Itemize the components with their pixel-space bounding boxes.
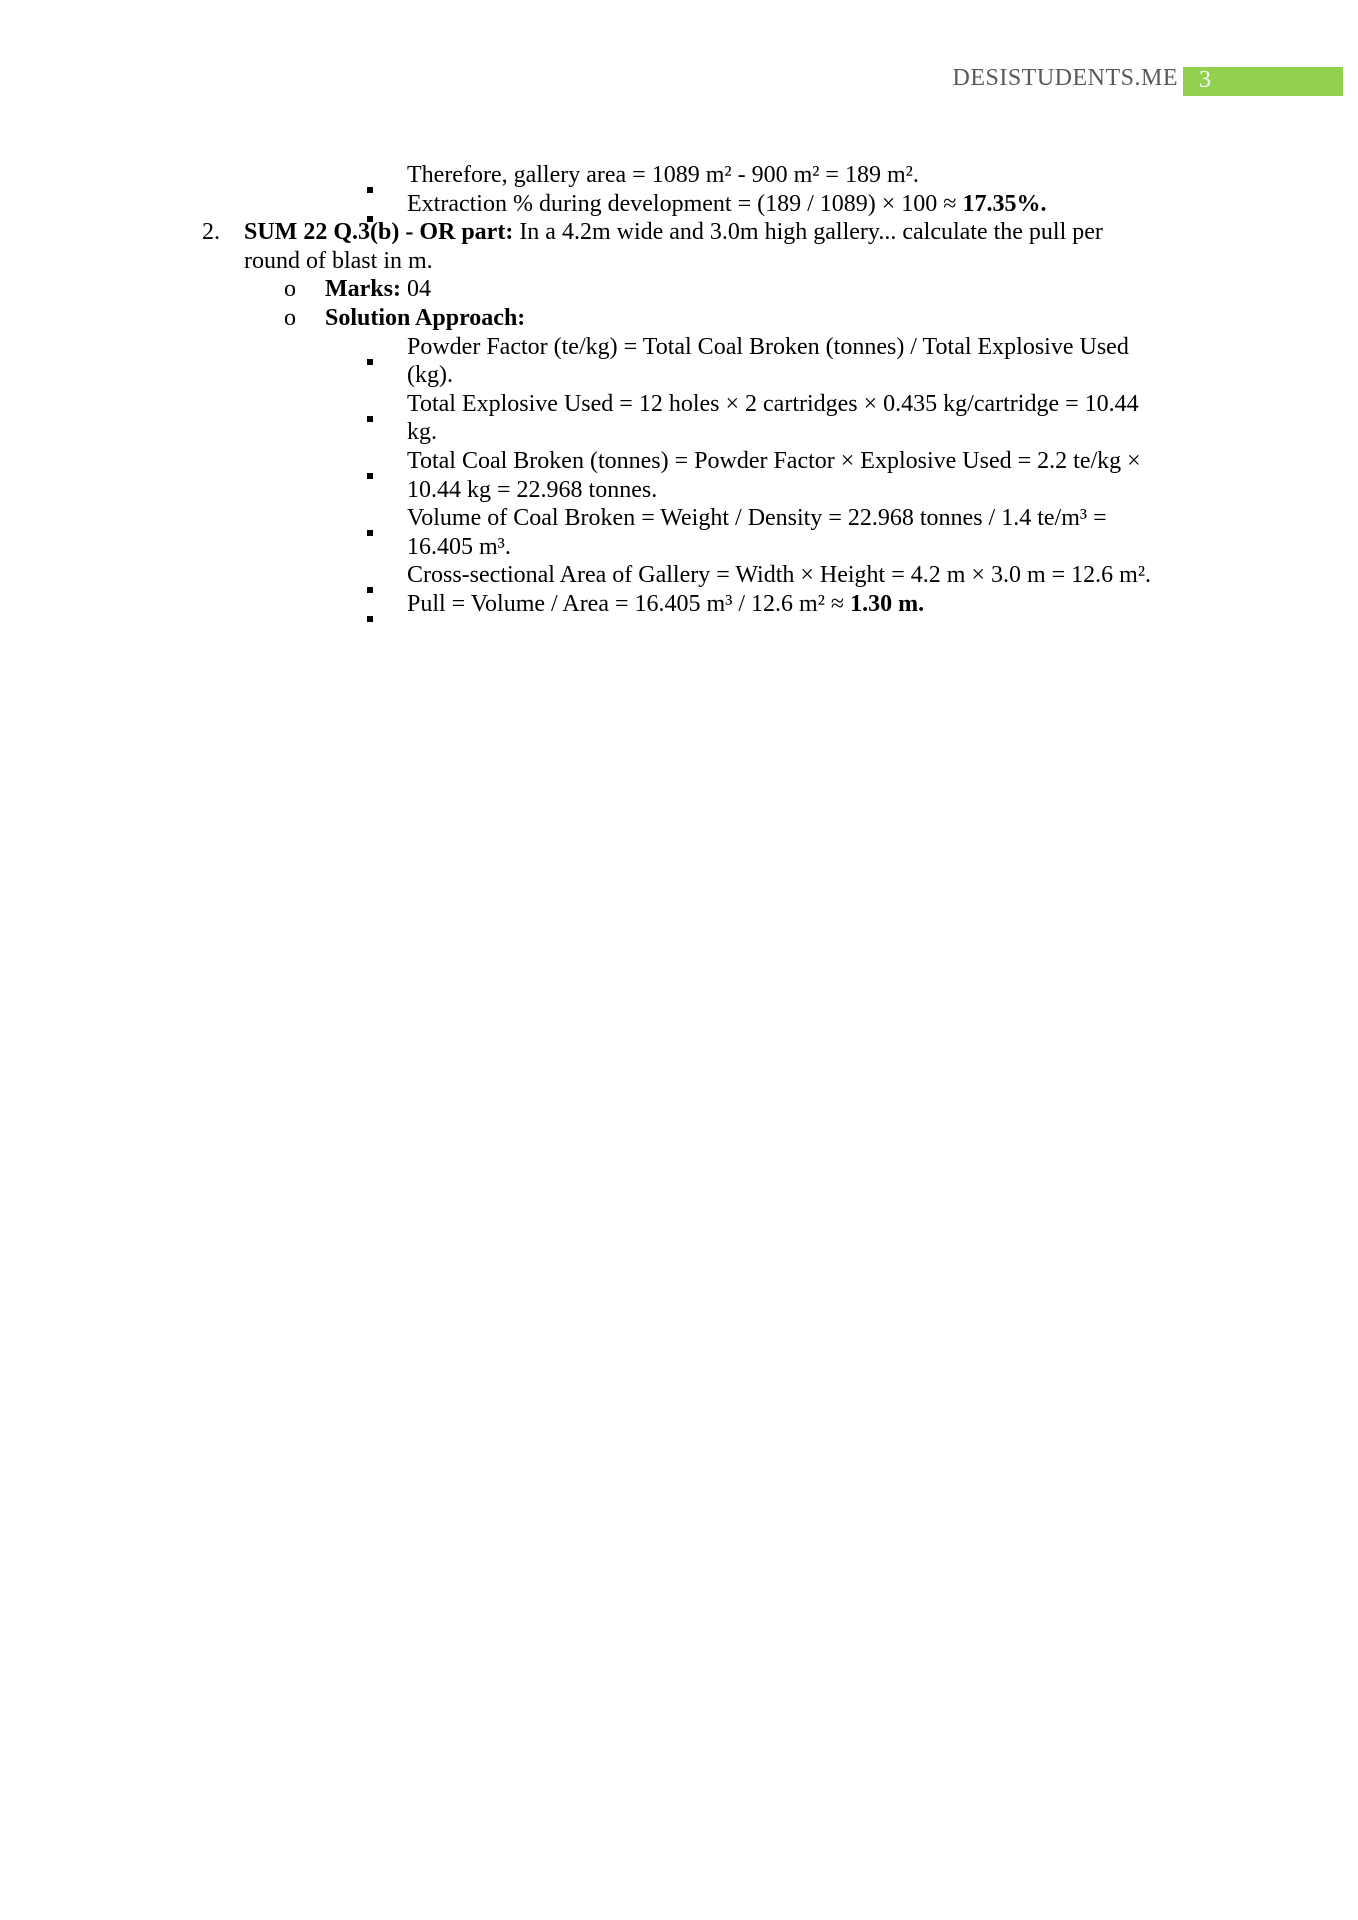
marks-item xyxy=(0,275,1358,304)
step-powder-factor-cont: (kg). xyxy=(407,362,453,389)
step-cross-section: Cross-sectional Area of Gallery = Width × Height = 4.2 m × 3.0 m = 12.6 m². xyxy=(0,561,1358,590)
circle-bullet-icon: o xyxy=(284,276,296,303)
step-volume-cont: 16.405 m³. xyxy=(407,533,511,560)
step-total-coal: Total Coal Broken (tonnes) = Powder Factor × Explosive Used = 2.2 te/kg × xyxy=(0,447,1358,476)
question-title: SUM 22 Q.3(b) - OR part: xyxy=(244,219,514,246)
marks-label: Marks: xyxy=(325,276,401,303)
marks-value: 04 xyxy=(400,276,431,303)
step-powder-factor: Powder Factor (te/kg) = Total Coal Broken (tonnes) / Total Explosive Used xyxy=(0,333,1358,362)
page-number-box xyxy=(1183,67,1343,96)
solution-approach-label: Solution Approach: xyxy=(325,304,526,331)
list-number: 2. xyxy=(202,219,220,246)
list-item-2 xyxy=(0,218,1358,247)
question-text: In a 4.2m wide and 3.0m high gallery... calculate the pull per xyxy=(513,219,1103,246)
bullet-result: 17.35%. xyxy=(962,190,1047,217)
site-name: DESISTUDENTS.ME xyxy=(952,65,1178,91)
bullet-text: Therefore, gallery area = 1089 m² - 900 m² = 189 m². xyxy=(407,162,919,188)
step-volume: Volume of Coal Broken = Weight / Density = 22.968 tonnes / 1.4 te/m³ = xyxy=(0,504,1358,533)
document-body xyxy=(0,161,1358,619)
bullet-gallery-area xyxy=(0,161,1358,190)
question-text-continued: round of blast in m. xyxy=(244,247,433,274)
step-total-coal-cont: 10.44 kg = 22.968 tonnes. xyxy=(407,476,658,503)
step-total-explosive: Total Explosive Used = 12 holes × 2 cartridges × 0.435 kg/cartridge = 10.44 xyxy=(0,390,1358,419)
circle-bullet-icon: o xyxy=(284,304,296,331)
page-number: 3 xyxy=(1199,67,1211,93)
bullet-extraction xyxy=(0,190,1358,219)
step-total-explosive-cont: kg. xyxy=(407,419,437,446)
step-pull xyxy=(0,590,1358,619)
step-pull-text: Pull = Volume / Area = 16.405 m³ / 12.6 m² ≈ xyxy=(407,590,851,617)
square-bullet-icon xyxy=(367,601,373,630)
bullet-text: Extraction % during development = (189 / 1089) × 100 ≈ xyxy=(407,190,963,217)
step-pull-result: 1.30 m. xyxy=(850,590,925,617)
solution-approach-item xyxy=(0,304,1358,333)
